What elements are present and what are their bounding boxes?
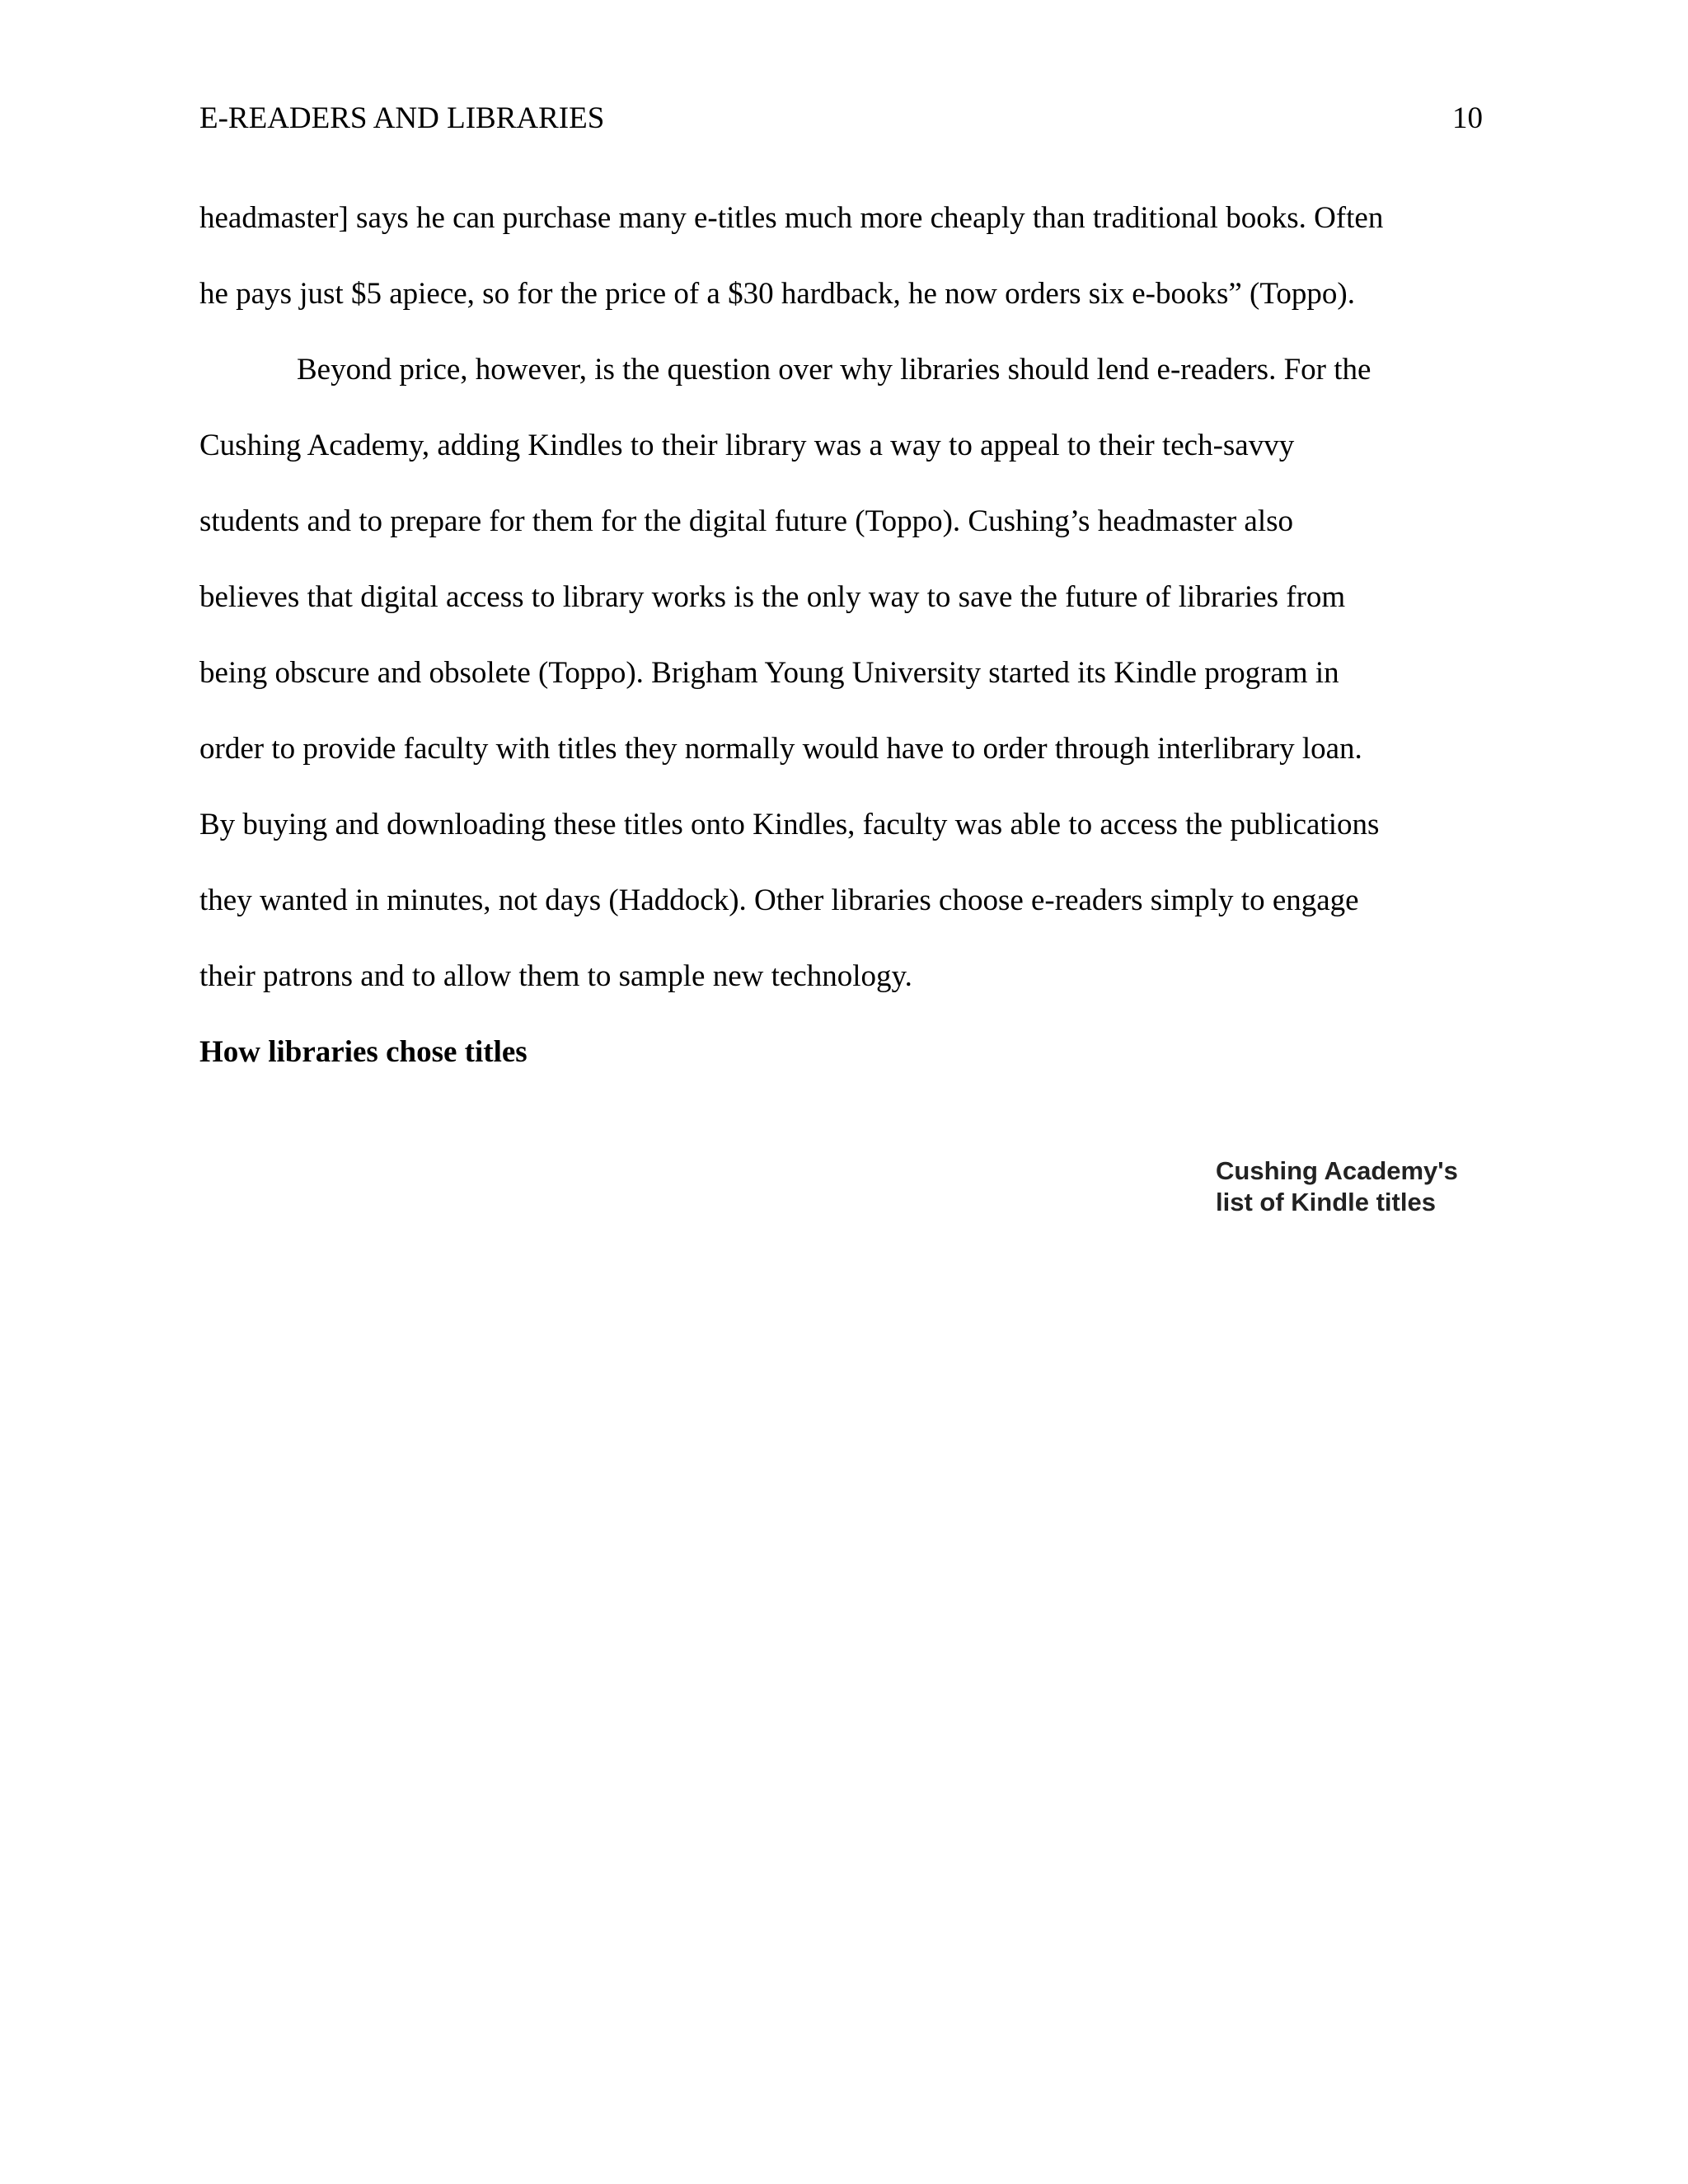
- body-line-indented: Beyond price, however, is the question over why libraries should lend e-readers. For the: [297, 353, 1372, 387]
- body-line: By buying and downloading these titles onto Kindles, faculty was able to access the publications: [199, 808, 1380, 841]
- body-line: Cushing Academy, adding Kindles to their library was a way to appeal to their tech-savvy: [199, 429, 1295, 462]
- page-number: 10: [1452, 101, 1483, 135]
- figure-caption: [1216, 1155, 1458, 1218]
- body-line: their patrons and to allow them to sample new technology.: [199, 959, 912, 993]
- figure-caption-line: Cushing Academy's: [1216, 1156, 1458, 1185]
- body-line: believes that digital access to library works is the only way to save the future of libraries from: [199, 580, 1346, 614]
- body-line: he pays just $5 apiece, so for the price of a $30 hardback, he now orders six e-books” (Toppo).: [199, 277, 1355, 311]
- figure-caption-line: list of Kindle titles: [1216, 1188, 1436, 1216]
- section-heading: How libraries chose titles: [199, 1035, 528, 1069]
- body-line: students and to prepare for them for the digital future (Toppo). Cushing’s headmaster also: [199, 504, 1294, 538]
- running-head: E-READERS AND LIBRARIES: [199, 101, 605, 135]
- body-line: being obscure and obsolete (Toppo). Brigham Young University started its Kindle program in: [199, 656, 1339, 690]
- body-line: they wanted in minutes, not days (Haddock). Other libraries choose e-readers simply to engage: [199, 883, 1359, 917]
- body-line: headmaster] says he can purchase many e-titles much more cheaply than traditional books. Often: [199, 201, 1384, 235]
- body-line: order to provide faculty with titles they normally would have to order through interlibrary loan.: [199, 732, 1362, 766]
- body-paragraphs: [199, 195, 1485, 1029]
